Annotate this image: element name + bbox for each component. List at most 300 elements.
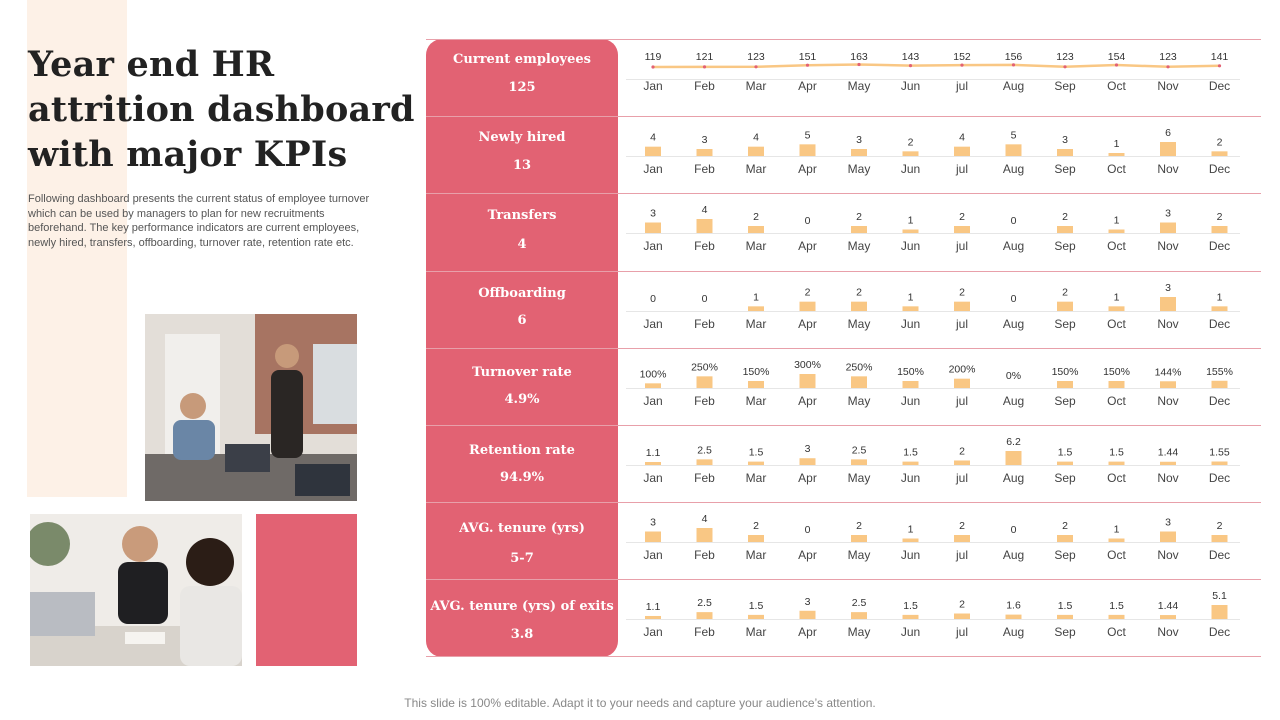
- bar: [1160, 532, 1176, 543]
- kpi-value-transfers: 4: [517, 237, 527, 252]
- bar: [1212, 151, 1228, 156]
- chart-avg-tenure: [618, 502, 1260, 579]
- data-label: 6: [1165, 127, 1171, 139]
- line-point: [1166, 65, 1169, 68]
- bar: [954, 535, 970, 542]
- month-label: Jun: [900, 162, 921, 176]
- month-label: Apr: [798, 162, 817, 176]
- data-label: 152: [953, 51, 971, 63]
- data-label: 4: [650, 131, 656, 144]
- data-label: 150%: [742, 366, 770, 378]
- bar: [748, 462, 764, 465]
- month-label: Feb: [694, 471, 715, 485]
- data-label: 1.5: [903, 446, 918, 459]
- bar: [1160, 462, 1176, 465]
- data-label: 1: [907, 523, 914, 536]
- data-label: 121: [695, 51, 714, 63]
- kpi-title-transfers: Transfers: [487, 208, 557, 223]
- data-label: 2.5: [851, 444, 867, 457]
- month-label: Dec: [1208, 317, 1231, 331]
- month-label: Dec: [1208, 239, 1231, 253]
- month-label: Oct: [1107, 471, 1126, 485]
- data-label: 0: [650, 293, 656, 305]
- bar: [954, 379, 970, 388]
- data-label: 0: [1010, 524, 1017, 536]
- month-label: Oct: [1107, 79, 1126, 93]
- bar: [800, 144, 816, 156]
- month-label: Nov: [1157, 471, 1179, 485]
- kpi-title-retention-rate: Retention rate: [469, 443, 575, 458]
- line-point: [651, 65, 654, 68]
- month-label: Feb: [694, 162, 715, 176]
- kpi-value-turnover-rate: 4.9%: [504, 392, 540, 407]
- line-point: [1218, 64, 1221, 67]
- bar: [1057, 381, 1073, 388]
- bar: [1212, 605, 1228, 619]
- line-point: [857, 63, 860, 66]
- month-label: May: [847, 394, 871, 408]
- month-label: jul: [955, 317, 969, 331]
- data-label: 123: [1056, 51, 1074, 63]
- month-label: Nov: [1157, 625, 1179, 639]
- month-label: Feb: [694, 548, 715, 562]
- month-label: Aug: [1002, 471, 1025, 485]
- data-label: 2: [1216, 520, 1223, 532]
- chart-newly-hired: [618, 116, 1260, 193]
- data-label: 2: [1062, 286, 1068, 299]
- month-label: Sep: [1054, 625, 1076, 639]
- month-label: Mar: [745, 625, 767, 639]
- month-label: jul: [955, 471, 969, 485]
- kpi-value-avg-tenure-exits: 3.8: [510, 627, 534, 642]
- data-label: 163: [850, 51, 868, 63]
- bar: [1160, 297, 1176, 311]
- kpi-value-current-employees: 125: [508, 80, 536, 95]
- month-label: May: [847, 79, 871, 93]
- month-label: Dec: [1208, 394, 1231, 408]
- bar: [645, 223, 661, 234]
- page-title: Year end HR attrition dashboard with major KPIs: [28, 44, 415, 175]
- kpi-value-offboarding: 6: [517, 313, 527, 328]
- bar: [1057, 535, 1073, 542]
- kpi-value-avg-tenure: 5-7: [510, 551, 534, 566]
- data-label: 2: [1062, 211, 1068, 223]
- bar: [954, 460, 970, 465]
- bar: [1212, 381, 1228, 388]
- month-label: Jun: [900, 548, 921, 562]
- data-label: 4: [753, 131, 759, 144]
- bar: [697, 528, 713, 542]
- bar: [1160, 381, 1176, 388]
- bar: [800, 302, 816, 311]
- bar: [1006, 144, 1022, 156]
- bar: [697, 612, 713, 619]
- data-label: 123: [747, 51, 765, 63]
- bar: [748, 306, 764, 311]
- bar: [1160, 615, 1176, 619]
- data-label: 3: [650, 207, 656, 220]
- data-label: 5: [804, 129, 811, 142]
- bar: [748, 147, 764, 156]
- bar: [903, 230, 919, 234]
- month-label: Sep: [1054, 548, 1076, 562]
- month-label: Jun: [900, 239, 921, 253]
- bar: [697, 149, 713, 156]
- data-label: 3: [1165, 282, 1171, 294]
- data-label: 2: [1216, 211, 1223, 223]
- month-label: Jun: [900, 79, 921, 93]
- bar: [748, 226, 764, 233]
- bar: [800, 374, 816, 388]
- bar: [645, 462, 661, 465]
- month-label: Oct: [1107, 317, 1126, 331]
- bar: [851, 612, 867, 619]
- data-label: 1: [1113, 291, 1120, 304]
- data-label: 2: [1216, 136, 1223, 149]
- kpi-value-retention-rate: 94.9%: [499, 470, 544, 485]
- chart-turnover-rate: [618, 348, 1260, 425]
- kpi-value-newly-hired: 13: [512, 158, 532, 173]
- month-label: Apr: [798, 394, 817, 408]
- month-label: Jan: [643, 317, 663, 331]
- data-label: 2: [959, 445, 965, 458]
- month-label: Aug: [1002, 625, 1025, 639]
- data-label: 1.5: [748, 446, 764, 459]
- data-label: 3: [1165, 207, 1171, 220]
- month-label: Aug: [1002, 79, 1025, 93]
- team-working-photo: [30, 514, 242, 666]
- bar: [645, 383, 661, 388]
- data-label: 1: [1216, 291, 1223, 304]
- month-label: Mar: [745, 79, 767, 93]
- data-label: 2: [959, 286, 965, 299]
- bar: [851, 149, 867, 156]
- month-label: Mar: [745, 548, 767, 562]
- month-label: Nov: [1157, 317, 1179, 331]
- month-label: Sep: [1054, 394, 1076, 408]
- data-label: 2: [1062, 520, 1068, 532]
- data-label: 156: [1004, 51, 1023, 63]
- bar: [748, 535, 764, 542]
- series-line: [653, 65, 1220, 68]
- data-label: 1.5: [903, 599, 918, 612]
- data-label: 0: [1010, 215, 1017, 227]
- chart-retention-rate: [618, 425, 1260, 502]
- bar: [697, 459, 713, 465]
- office-meeting-photo: [145, 314, 357, 501]
- bar: [800, 611, 816, 619]
- bar: [954, 302, 970, 311]
- month-label: Sep: [1054, 471, 1076, 485]
- data-label: 5.1: [1212, 590, 1227, 602]
- data-label: 154: [1107, 51, 1126, 63]
- bar: [1109, 153, 1125, 156]
- bar: [1160, 223, 1176, 234]
- month-label: Dec: [1208, 625, 1231, 639]
- data-label: 1: [753, 291, 759, 304]
- month-label: Aug: [1002, 548, 1025, 562]
- month-label: Mar: [745, 394, 767, 408]
- bar: [748, 381, 764, 388]
- chart-offboarding: [618, 271, 1260, 348]
- data-label: 0: [1010, 293, 1017, 305]
- kpi-title-current-employees: Current employees: [453, 52, 591, 67]
- month-label: Apr: [798, 471, 817, 485]
- data-label: 2: [959, 211, 965, 223]
- bar: [903, 306, 919, 311]
- data-label: 1: [1113, 523, 1120, 536]
- bar: [1057, 462, 1073, 465]
- bar: [1212, 462, 1228, 466]
- data-label: 2: [753, 211, 759, 223]
- month-label: Sep: [1054, 317, 1076, 331]
- data-label: 123: [1159, 51, 1177, 63]
- bar: [903, 539, 919, 543]
- bar: [645, 532, 661, 543]
- data-label: 250%: [845, 361, 873, 374]
- data-label: 0: [804, 524, 811, 536]
- bar: [1109, 230, 1125, 234]
- month-label: May: [847, 625, 871, 639]
- data-label: 2: [959, 598, 965, 611]
- bar: [1109, 615, 1125, 619]
- month-label: May: [847, 162, 871, 176]
- line-point: [703, 65, 706, 68]
- month-label: Apr: [798, 239, 817, 253]
- month-label: Dec: [1208, 79, 1231, 93]
- month-label: jul: [955, 625, 969, 639]
- month-label: Dec: [1208, 471, 1231, 485]
- bar: [1212, 535, 1228, 542]
- month-label: jul: [955, 548, 969, 562]
- data-label: 3: [1062, 134, 1068, 146]
- month-label: Nov: [1157, 239, 1179, 253]
- data-label: 3: [856, 134, 862, 146]
- bar: [851, 376, 867, 388]
- month-label: jul: [955, 394, 969, 408]
- bar: [697, 376, 713, 388]
- month-label: Jan: [643, 471, 663, 485]
- bar: [1057, 149, 1073, 156]
- month-label: Feb: [694, 625, 715, 639]
- month-label: Jan: [643, 162, 663, 176]
- line-point: [806, 64, 809, 67]
- data-label: 1: [1113, 214, 1120, 227]
- line-point: [1012, 63, 1015, 66]
- bar: [1109, 306, 1125, 311]
- bar: [1057, 615, 1073, 619]
- month-label: Apr: [798, 79, 817, 93]
- kpi-title-avg-tenure: AVG. tenure (yrs): [459, 521, 585, 536]
- data-label: 4: [959, 131, 965, 144]
- line-point: [1063, 65, 1066, 68]
- month-label: May: [847, 548, 871, 562]
- data-label: 2: [856, 286, 862, 299]
- kpi-title-newly-hired: Newly hired: [478, 130, 566, 145]
- month-label: jul: [955, 79, 969, 93]
- bar: [903, 381, 919, 388]
- data-label: 3: [804, 443, 811, 456]
- data-label: 1.5: [1057, 599, 1073, 612]
- bar: [903, 462, 919, 465]
- month-label: Jan: [643, 625, 663, 639]
- chart-current-employees: [618, 39, 1260, 116]
- data-label: 1.5: [1057, 446, 1073, 459]
- data-label: 1.44: [1157, 600, 1179, 613]
- data-label: 151: [798, 51, 817, 63]
- footer-note: This slide is 100% editable. Adapt it to your needs and capture your audience’s attention.: [404, 696, 876, 710]
- bar: [697, 219, 713, 233]
- data-label: 150%: [1051, 366, 1079, 378]
- kpi-title-turnover-rate: Turnover rate: [472, 365, 572, 380]
- month-label: May: [847, 471, 871, 485]
- bar: [800, 458, 816, 465]
- month-label: Apr: [798, 625, 817, 639]
- month-label: Jun: [900, 625, 921, 639]
- month-label: Dec: [1208, 548, 1231, 562]
- month-label: jul: [955, 162, 969, 176]
- data-label: 250%: [691, 361, 718, 374]
- bar: [851, 459, 867, 465]
- bar: [1212, 226, 1228, 233]
- data-label: 200%: [948, 363, 976, 376]
- month-label: Oct: [1107, 239, 1126, 253]
- bar: [954, 147, 970, 156]
- month-label: Oct: [1107, 625, 1126, 639]
- data-label: 3: [804, 595, 811, 608]
- month-label: Apr: [798, 548, 817, 562]
- data-label: 0%: [1005, 370, 1022, 382]
- data-label: 3: [650, 516, 656, 529]
- data-label: 2: [753, 520, 759, 532]
- bar: [1006, 615, 1022, 619]
- month-label: Aug: [1002, 394, 1025, 408]
- chart-avg-tenure-exits: [618, 579, 1260, 656]
- data-label: 119: [644, 51, 662, 63]
- data-label: 5: [1010, 129, 1017, 142]
- month-label: Jun: [900, 394, 921, 408]
- data-label: 1.5: [1109, 599, 1124, 612]
- bar: [1057, 302, 1073, 311]
- data-label: 1.44: [1157, 446, 1179, 459]
- month-label: Aug: [1002, 317, 1025, 331]
- month-label: Aug: [1002, 162, 1025, 176]
- month-label: Nov: [1157, 79, 1179, 93]
- month-label: Jan: [643, 394, 663, 408]
- data-label: 143: [901, 51, 920, 63]
- decorative-pink-block: [256, 514, 357, 666]
- month-label: Oct: [1107, 394, 1126, 408]
- data-label: 2: [907, 136, 914, 149]
- bar: [1109, 462, 1125, 465]
- line-point: [909, 64, 912, 67]
- month-label: Jan: [643, 79, 663, 93]
- kpi-title-avg-tenure-exits: AVG. tenure (yrs) of exits: [430, 599, 614, 614]
- data-label: 2: [804, 286, 811, 299]
- month-label: Jan: [643, 239, 663, 253]
- bar: [851, 226, 867, 233]
- month-label: jul: [955, 239, 969, 253]
- month-label: Feb: [694, 317, 715, 331]
- month-label: Sep: [1054, 162, 1076, 176]
- bar: [1212, 306, 1228, 311]
- data-label: 0: [804, 215, 811, 227]
- data-label: 150%: [1103, 366, 1130, 378]
- month-label: Dec: [1208, 162, 1231, 176]
- month-label: Nov: [1157, 548, 1179, 562]
- data-label: 1: [1113, 138, 1120, 150]
- month-label: Feb: [694, 394, 715, 408]
- month-label: Mar: [745, 239, 767, 253]
- data-label: 1.5: [1109, 446, 1124, 459]
- data-label: 3: [701, 134, 708, 146]
- data-label: 300%: [794, 359, 821, 371]
- data-label: 144%: [1154, 366, 1182, 379]
- data-label: 1: [907, 291, 914, 304]
- bar: [645, 616, 661, 619]
- data-label: 150%: [897, 366, 924, 378]
- month-label: Sep: [1054, 239, 1076, 253]
- bar: [1109, 539, 1125, 543]
- data-label: 2: [856, 520, 862, 532]
- chart-transfers: [618, 193, 1260, 271]
- month-label: Apr: [798, 317, 817, 331]
- bar: [954, 226, 970, 233]
- data-label: 1.1: [645, 600, 661, 613]
- month-label: Nov: [1157, 394, 1179, 408]
- bar: [903, 615, 919, 619]
- data-label: 1.5: [748, 599, 764, 612]
- data-label: 4: [701, 204, 708, 216]
- bar: [748, 615, 764, 619]
- bar: [851, 302, 867, 311]
- month-label: Mar: [745, 471, 767, 485]
- month-label: Jun: [900, 471, 921, 485]
- data-label: 2: [959, 520, 965, 532]
- month-label: Aug: [1002, 239, 1025, 253]
- data-label: 3: [1165, 516, 1171, 529]
- month-label: Mar: [745, 317, 767, 331]
- data-label: 100%: [639, 368, 667, 381]
- bar: [1057, 226, 1073, 233]
- data-label: 1.1: [645, 447, 661, 459]
- bar: [903, 151, 919, 156]
- data-label: 4: [701, 513, 708, 525]
- month-label: Nov: [1157, 162, 1179, 176]
- month-label: Oct: [1107, 162, 1126, 176]
- month-label: Mar: [745, 162, 767, 176]
- bar: [954, 614, 970, 619]
- data-label: 2.5: [697, 597, 712, 610]
- bar: [1006, 451, 1022, 465]
- month-label: May: [847, 317, 871, 331]
- data-label: 1: [907, 214, 914, 227]
- bar: [1160, 142, 1176, 156]
- month-label: Sep: [1054, 79, 1076, 93]
- data-label: 0: [701, 293, 708, 305]
- bar: [645, 147, 661, 156]
- line-point: [754, 65, 757, 68]
- kpi-title-offboarding: Offboarding: [478, 286, 566, 301]
- month-label: Jun: [900, 317, 921, 331]
- bar: [1109, 381, 1125, 388]
- data-label: 1.55: [1209, 446, 1230, 459]
- line-point: [1115, 63, 1118, 66]
- month-label: Jan: [643, 548, 663, 562]
- bar: [851, 535, 867, 542]
- month-label: May: [847, 239, 871, 253]
- data-label: 1.6: [1006, 599, 1021, 612]
